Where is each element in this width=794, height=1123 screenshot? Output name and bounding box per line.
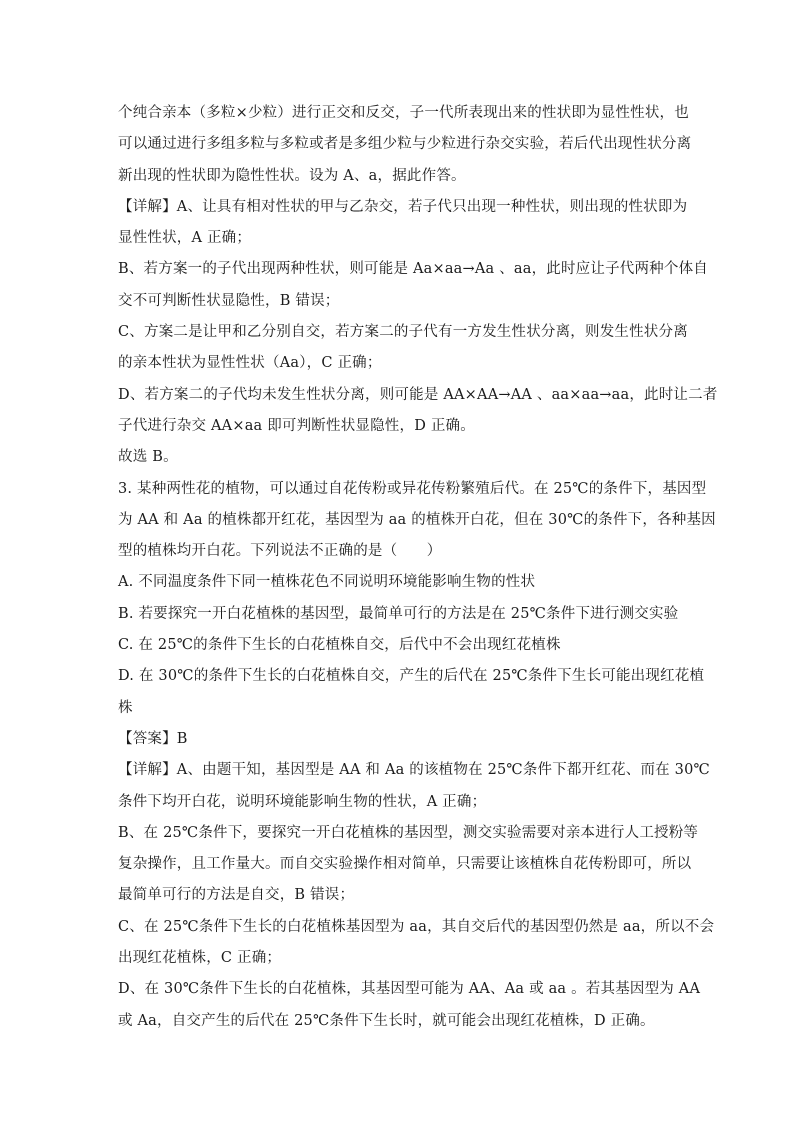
- question-stem-line: 型的植株均开白花。下列说法不正确的是（ ）: [118, 543, 442, 560]
- text-line: C、在 25℃条件下生长的白花植株基因型为 aa，其自交后代的基因型仍然是 aa，所以不会: [118, 918, 715, 935]
- question-stem-line: 为 AA 和 Aa 的植株都开红花，基因型为 aa 的植株开白花，但在 30℃的条件下，各种基因: [118, 511, 716, 528]
- text-line: B、在 25℃条件下，要探究一开白花植株的基因型，测交实验需要对亲本进行人工授粉等: [118, 824, 699, 841]
- option-c: C. 在 25℃的条件下生长的白花植株自交，后代中不会出现红花植株: [118, 637, 561, 654]
- option-d: D. 在 30℃的条件下生长的白花植株自交，产生的后代在 25℃条件下生长可能出现红花植: [118, 668, 705, 685]
- text-line: D、在 30℃条件下生长的白花植株，其基因型可能为 AA、Aa 或 aa 。若其基因型为 AA: [118, 981, 701, 998]
- conclusion-line: 故选 B。: [118, 449, 178, 466]
- text-line: 显性性状，A 正确；: [118, 230, 252, 247]
- text-line: 子代进行杂交 AA×aa 即可判断性状显隐性，D 正确。: [118, 417, 475, 434]
- option-a: A. 不同温度条件下同一植株花色不同说明环境能影响生物的性状: [118, 574, 536, 591]
- option-b: B. 若要探究一开白花植株的基因型，最简单可行的方法是在 25℃条件下进行测交实验: [118, 605, 679, 622]
- text-line: 或 Aa，自交产生的后代在 25℃条件下生长时，就可能会出现红花植株，D 正确。: [118, 1012, 655, 1029]
- text-line: C、方案二是让甲和乙分别自交，若方案二的子代有一方发生性状分离，则发生性状分离: [118, 324, 688, 341]
- explanation-heading-line: 【详解】A、让具有相对性状的甲与乙杂交，若子代只出现一种性状，则出现的性状即为: [118, 198, 688, 215]
- text-line: 条件下均开白花，说明环境能影响生物的性状，A 正确；: [118, 793, 487, 810]
- text-line: D、若方案二的子代均未发生性状分离，则可能是 AA×AA→AA 、aa×aa→aa，此时让二者: [118, 386, 718, 403]
- text-line: 最简单可行的方法是自交，B 错误；: [118, 887, 355, 904]
- text-line: 交不可判断性状显隐性，B 错误；: [118, 292, 340, 309]
- text-line: 个纯合亲本（多粒×少粒）进行正交和反交，子一代所表现出来的性状即为显性性状，也: [118, 105, 689, 121]
- document-page: [118, 98, 718, 1037]
- explanation-heading-line: 【详解】A、由题干知，基因型是 AA 和 Aa 的该植物在 25℃条件下都开红花、而在 30℃: [118, 762, 710, 779]
- text-line: 新出现的性状即为隐性性状。设为 A、a，据此作答。: [118, 167, 466, 184]
- text-line: 出现红花植株，C 正确；: [118, 950, 282, 967]
- option-d-continued: 株: [118, 699, 133, 716]
- text-line: B、若方案一的子代出现两种性状，则可能是 Aa×aa→Aa 、aa，此时应让子代两种个体自: [118, 261, 708, 278]
- text-line: 复杂操作，且工作量大。而自交实验操作相对简单，只需要让该植株自花传粉即可，所以: [118, 856, 692, 873]
- text-line: 的亲本性状为显性性状（Aa），C 正确；: [118, 355, 382, 372]
- text-line: 可以通过进行多组多粒与多粒或者是多组少粒与少粒进行杂交实验，若后代出现性状分离: [118, 136, 692, 153]
- answer-line: 【答案】B: [118, 730, 188, 747]
- question-stem-line: 3. 某种两性花的植物，可以通过自花传粉或异花传粉繁殖后代。在 25℃的条件下，基因型: [118, 480, 707, 497]
